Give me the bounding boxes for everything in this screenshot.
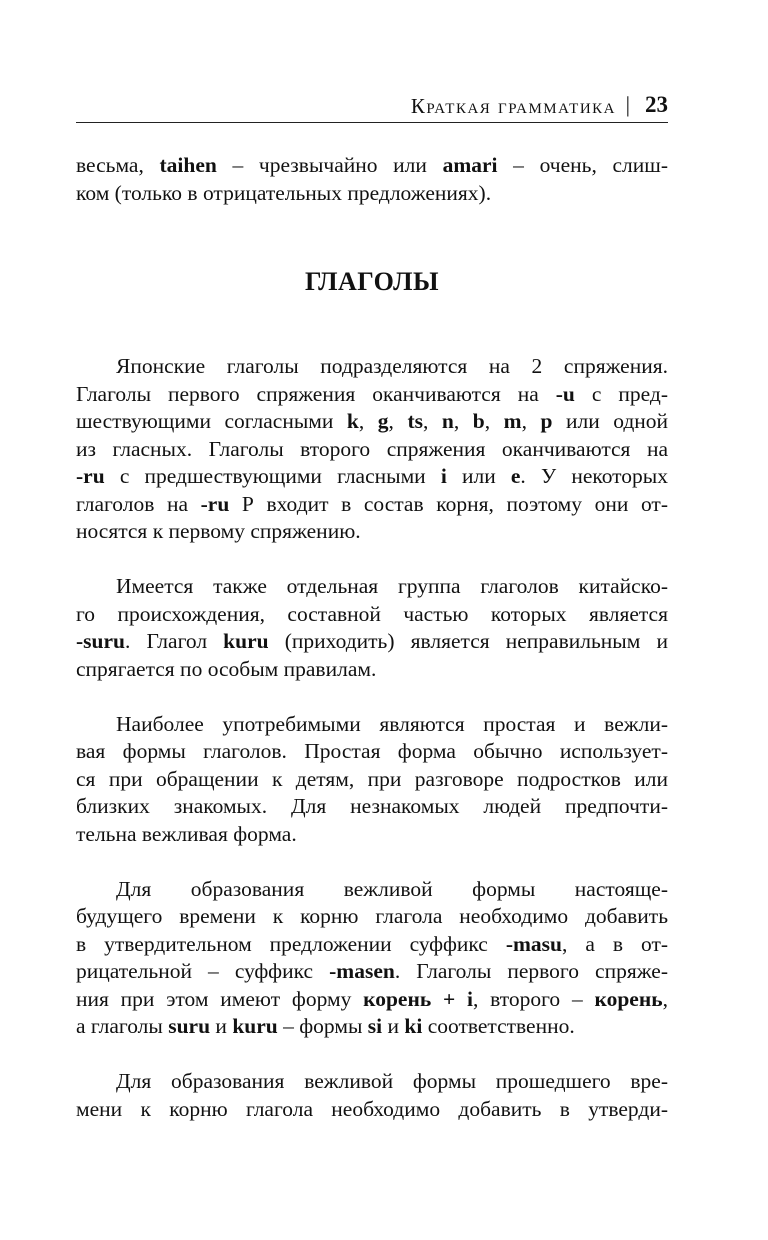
text-line: спрягается по особым правилам.	[76, 656, 377, 681]
keyword: kuru	[223, 629, 269, 653]
text-line: Наиболее употребимыми являются простая и вежли-	[116, 711, 668, 736]
paragraph-present-future	[76, 876, 668, 1041]
paragraph-past-tense	[76, 1068, 668, 1123]
keyword: -masu	[505, 931, 562, 956]
keyword: e	[510, 464, 521, 488]
intro-paragraph	[76, 152, 668, 207]
keyword: -ru	[76, 464, 105, 488]
text-line: -suru. Глагол kuru (приходить) является неправильным и	[76, 629, 668, 653]
text-line: Имеется также отдельная группа глаголов китайско-	[116, 574, 668, 598]
running-header-separator: |	[625, 92, 630, 117]
keyword: i	[440, 464, 447, 488]
text-line: Глаголы первого спряжения оканчиваются на -u с пред-	[76, 381, 668, 406]
text-line: тельна вежливая форма.	[76, 821, 297, 846]
paragraph-plain-polite	[76, 711, 668, 849]
keyword: p	[540, 409, 553, 433]
keyword: b	[472, 409, 485, 433]
text-line: весьма, taihen – чрезвычайно или amari – очень, слиш-	[76, 153, 668, 177]
text-line: ния при этом имеют форму корень + i, второго – корень,	[76, 986, 668, 1011]
keyword: -suru	[76, 629, 125, 653]
text-line: Японские глаголы подразделяются на 2 спряжения.	[116, 354, 668, 378]
keyword: корень + i	[363, 986, 474, 1011]
keyword: ts	[407, 409, 423, 433]
keyword: taihen	[159, 153, 217, 177]
text-line: из гласных. Глаголы второго спряжения оканчиваются на	[76, 436, 668, 461]
running-header-title: Краткая грамматика	[410, 94, 616, 118]
keyword: ki	[404, 1014, 423, 1038]
text-line: Для образования вежливой формы настояще-	[116, 876, 668, 901]
paragraph-conjugations	[76, 353, 668, 546]
keyword: si	[367, 1014, 383, 1038]
text-line: будущего времени к корню глагола необходимо добавить	[76, 904, 668, 928]
section-heading: ГЛАГОЛЫ	[305, 267, 439, 296]
keyword: -masen	[329, 959, 395, 983]
keyword: k	[346, 409, 359, 433]
text-line: а глаголы suru и kuru – формы si и ki соответственно.	[76, 1014, 575, 1038]
keyword: m	[503, 409, 522, 433]
text-line: глаголов на -ru Р входит в состав корня, поэтому они от-	[76, 491, 668, 516]
paragraph-chinese-origin	[76, 573, 668, 683]
text-line: -ru с предшествующими гласными i или e. У некоторых	[76, 464, 668, 488]
keyword: kuru	[232, 1014, 278, 1038]
keyword: suru	[168, 1014, 211, 1038]
page-body	[76, 152, 668, 1123]
text-line: в утвердительном предложении суффикс -masu, а в от-	[76, 931, 668, 956]
text-line: вая формы глаголов. Простая форма обычно использует-	[76, 739, 668, 763]
text-line: мени к корню глагола необходимо добавить в утверди-	[76, 1096, 668, 1121]
keyword: -u	[555, 381, 575, 406]
text-line: носятся к первому спряжению.	[76, 519, 361, 543]
keyword: корень	[594, 986, 663, 1011]
text-line: шествующими согласными k, g, ts, n, b, m, p или одной	[76, 409, 669, 433]
text-line: Для образования вежливой формы прошедшего вре-	[116, 1069, 668, 1093]
text-line: го происхождения, составной частью которых является	[76, 601, 668, 626]
text-line: близких знакомых. Для незнакомых людей предпочти-	[76, 794, 668, 818]
text-line: рицательной – суффикс -masen. Глаголы первого спряже-	[76, 959, 668, 983]
text-line: ком (только в отрицательных предложениях).	[76, 180, 492, 205]
keyword: n	[441, 409, 454, 433]
page-number: 23	[645, 92, 668, 117]
running-header	[76, 88, 668, 123]
keyword: -ru	[200, 491, 230, 516]
keyword: amari	[442, 153, 498, 177]
keyword: g	[377, 409, 389, 433]
text-line: ся при обращении к детям, при разговоре подростков или	[76, 766, 668, 791]
